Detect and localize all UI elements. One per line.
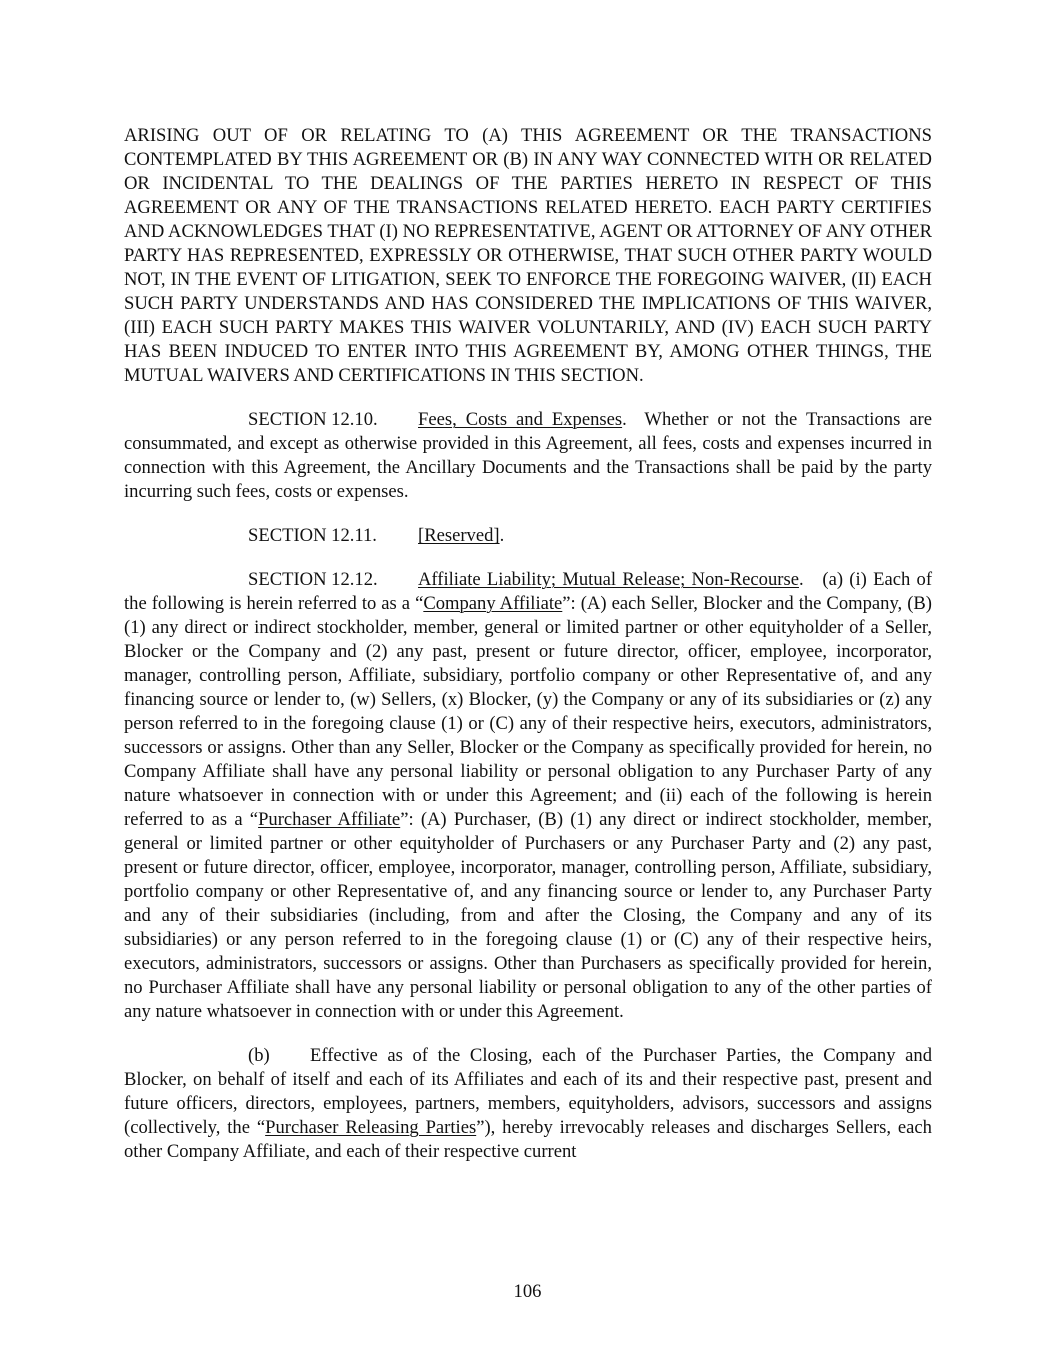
defined-term-company-affiliate: Company Affiliate (423, 593, 563, 614)
section-number: SECTION 12.12. (248, 569, 378, 590)
subsection-b (124, 1044, 932, 1164)
page-number: 106 (513, 1281, 542, 1302)
section-number: SECTION 12.11. (248, 525, 377, 546)
document-page (124, 124, 932, 1184)
defined-term-purchaser-releasing-parties: Purchaser Releasing Parties (265, 1117, 477, 1138)
subsection-label: (b) (248, 1045, 270, 1066)
subsection-body-part-1: Effective as of the Closing, each of the Purchaser Parties, the Company and Blocker, on behalf of itself and each of its Affiliates and each of its and their respective past, present and future officers, directors, employees, partners, members, equityholders, advisors, successors and assigns (collectively, the “ (124, 1045, 932, 1138)
section-12-12 (124, 568, 932, 1024)
section-number: SECTION 12.10. (248, 409, 378, 430)
subsection-body-part-2: ”), hereby irrevocably releases and discharges Sellers, each other Company Affiliate, and each of their respective current (124, 1117, 932, 1162)
section-heading: Fees, Costs and Expenses (418, 409, 623, 430)
defined-term-purchaser-affiliate: Purchaser Affiliate (258, 809, 401, 830)
section-heading: [Reserved] (418, 525, 500, 546)
heading-period: . (499, 525, 505, 546)
section-heading: Affiliate Liability; Mutual Release; Non-Recourse (418, 569, 799, 590)
section-body: Whether or not the Transactions are consummated, and except as otherwise provided in this Agreement, all fees, costs and expenses incurred in connection with this Agreement, the Ancillary Documents and the Transactions shall be paid by the party incurring such fees, costs or expenses. (124, 409, 932, 502)
heading-period: . (622, 409, 627, 430)
heading-period: . (798, 569, 804, 590)
section-body-part-3: ”: (A) Purchaser, (B) (1) any direct or indirect stockholder, member, general or limited partner or other equityholder of Purchasers or any Purchaser Party and (2) any past, present or future director, officer, employee, incorporator, manager, controlling person, Affiliate, subsidiary, portfolio company or other Representative of, and any financing source or lender to, any Purchaser Party and any of their subsidiaries (including, from and after the Closing, the Company and any of its subsidiaries) or any person referred to in the foregoing clause (1) or (C) any of their respective heirs, executors, administrators, successors or assigns. Other than Purchasers as specifically provided for herein, no Purchaser Affiliate shall have any personal liability or personal obligation to any of the other parties of any nature whatsoever in connection with or under this Agreement. (124, 809, 932, 1022)
section-body-part-1: (a) (i) Each of the following is herein referred to as a “ (124, 569, 933, 614)
waiver-continuation-paragraph: ARISING OUT OF OR RELATING TO (A) THIS AGREEMENT OR THE TRANSACTIONS CONTEMPLATED BY THIS AGREEMENT OR (B) IN ANY WAY CONNECTED WITH OR RELATED OR INCIDENTAL TO THE DEALINGS OF THE PARTIES HERETO IN RESPECT OF THIS AGREEMENT OR ANY OF THE TRANSACTIONS RELATED HERETO. EACH PARTY CERTIFIES AND ACKNOWLEDGES THAT (I) NO REPRESENTATIVE, AGENT OR ATTORNEY OF ANY OTHER PARTY HAS REPRESENTED, EXPRESSLY OR OTHERWISE, THAT SUCH OTHER PARTY WOULD NOT, IN THE EVENT OF LITIGATION, SEEK TO ENFORCE THE FOREGOING WAIVER, (II) EACH SUCH PARTY UNDERSTANDS AND HAS CONSIDERED THE IMPLICATIONS OF THIS WAIVER, (III) EACH SUCH PARTY MAKES THIS WAIVER VOLUNTARILY, AND (IV) EACH SUCH PARTY HAS BEEN INDUCED TO ENTER INTO THIS AGREEMENT BY, AMONG OTHER THINGS, THE MUTUAL WAIVERS AND CERTIFICATIONS IN THIS SECTION. (124, 125, 932, 386)
section-body-part-2: ”: (A) each Seller, Blocker and the Company, (B) (1) any direct or indirect stockholder, member, general or limited partner or other equityholder of a Seller, Blocker or the Company and (2) any past, present or future director, officer, employee, incorporator, manager, controlling person, Affiliate, subsidiary, portfolio company or other Representative of, and any financing source or lender to, (w) Sellers, (x) Blocker, (y) the Company or any of its subsidiaries or (z) any person referred to in the foregoing clause (1) or (C) any of their respective heirs, executors, administrators, successors or assigns. Other than any Seller, Blocker or the Company as specifically provided for herein, no Company Affiliate shall have any personal liability or personal obligation to any Purchaser Party of any nature whatsoever in connection with or under this Agreement; and (ii) each of the following is herein referred to as a “ (124, 593, 932, 830)
section-12-10 (124, 408, 932, 504)
section-12-11 (124, 524, 932, 548)
